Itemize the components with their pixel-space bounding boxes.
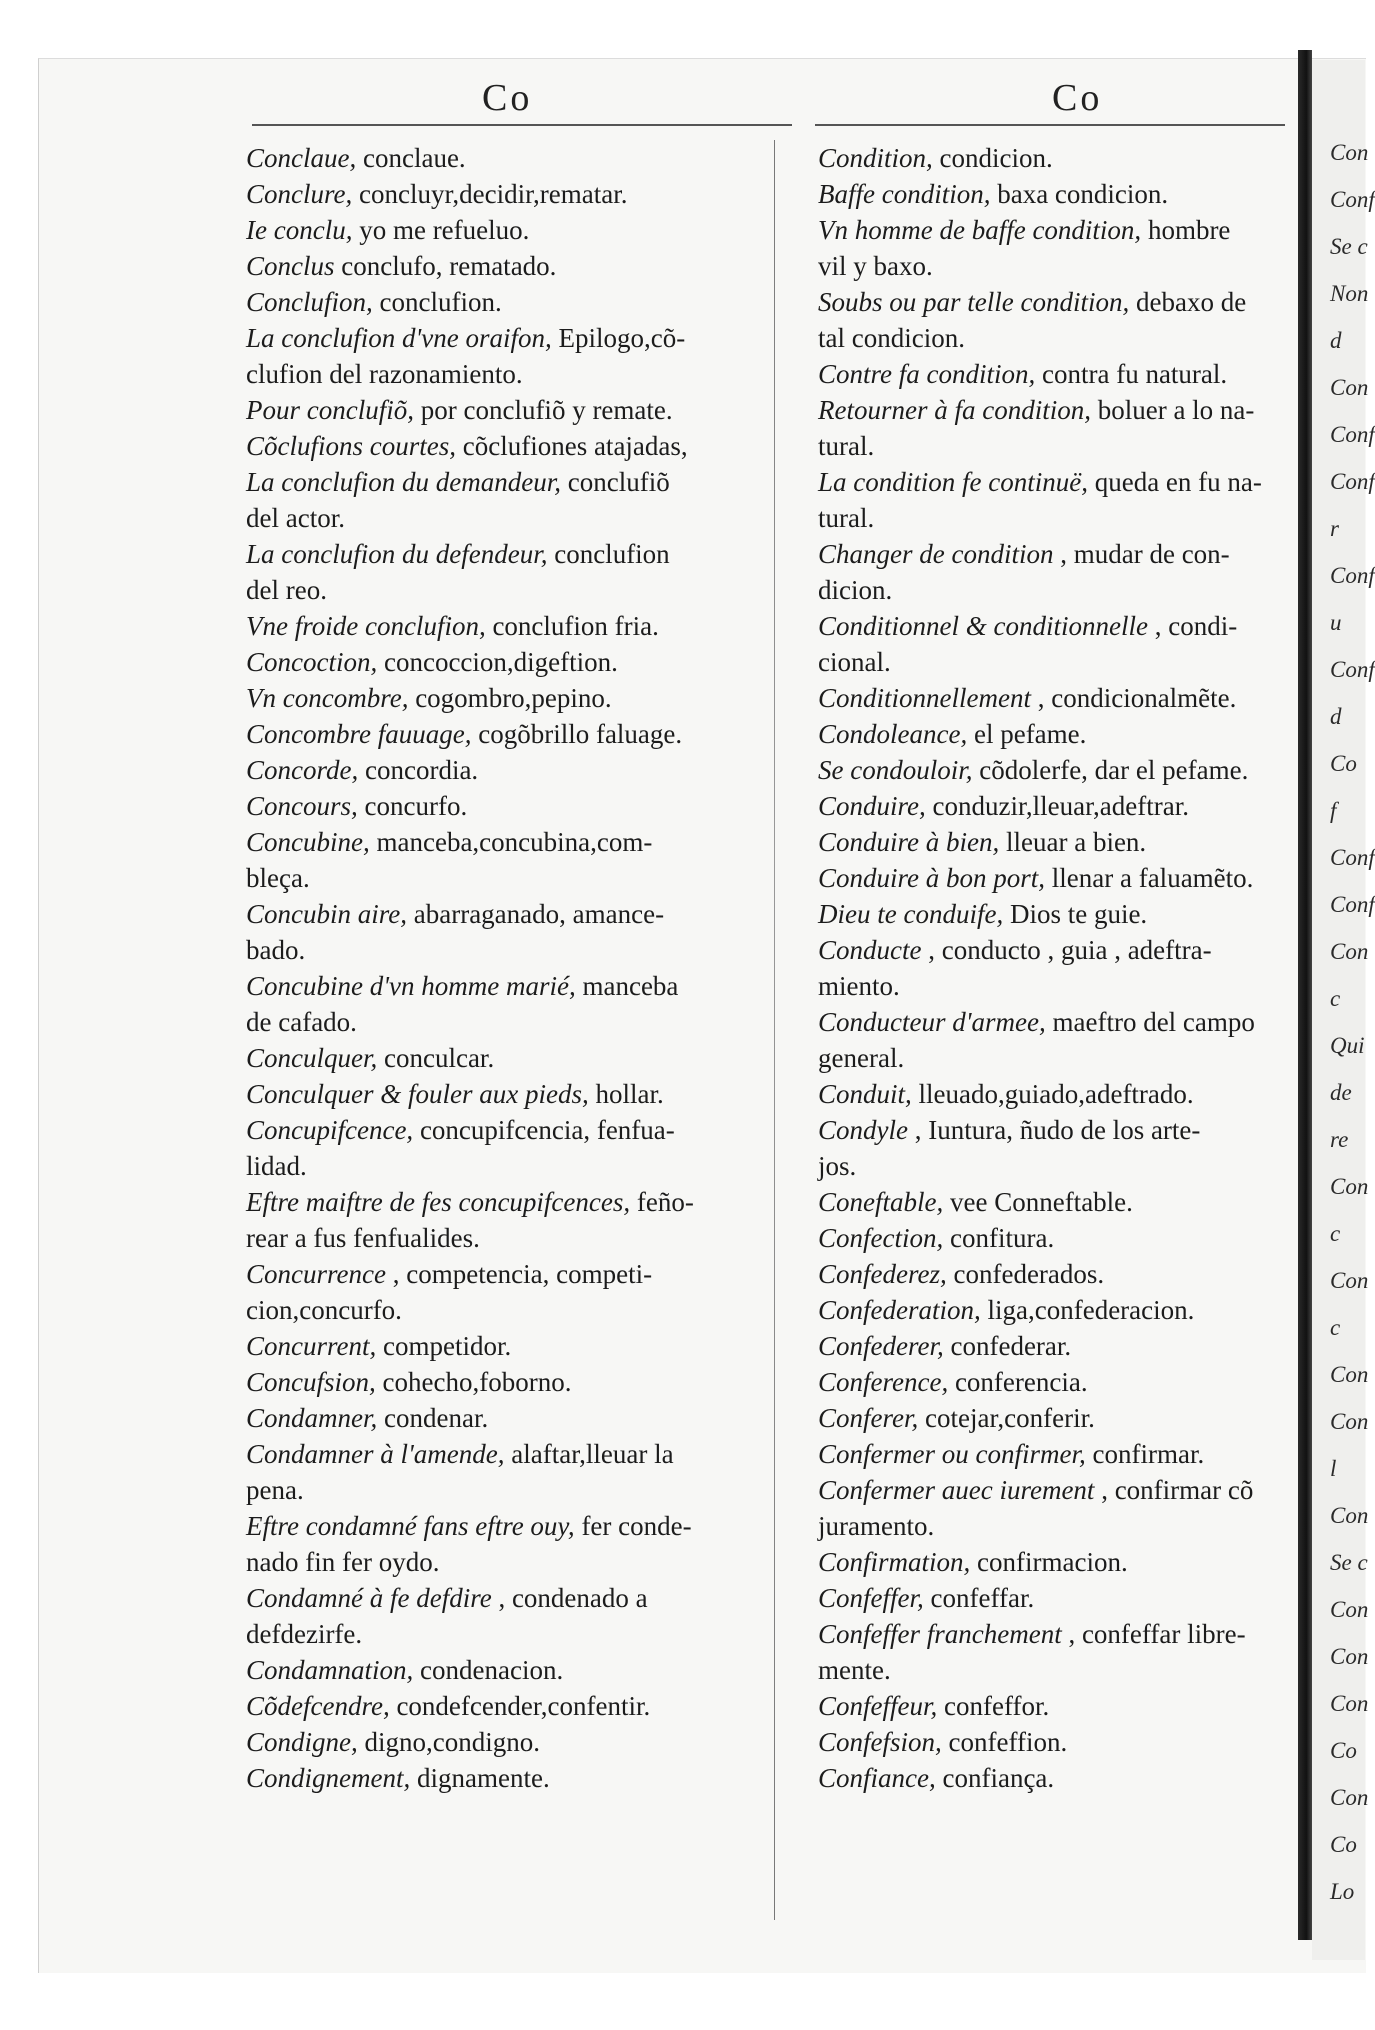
- entry-headword: Conduire,: [818, 791, 926, 821]
- entry-translation: cõdolerfe, dar el pefame.: [979, 755, 1249, 785]
- dictionary-entry: [818, 284, 1298, 356]
- entry-translation: , conducto , guia , adeftra-: [928, 935, 1212, 965]
- entry-translation: conclufion fria.: [492, 611, 659, 641]
- dictionary-entry: [246, 824, 768, 896]
- entry-translation: , condenado a: [498, 1583, 648, 1613]
- dictionary-entry: [246, 1724, 768, 1760]
- entry-headword: Conducte: [818, 935, 922, 965]
- entry-continuation: juramento.: [818, 1511, 935, 1541]
- entry-headword: Eftre condamné fans eftre ouy,: [246, 1511, 575, 1541]
- dictionary-entry: [818, 176, 1298, 212]
- left-running-head: Co: [482, 77, 533, 119]
- entry-translation: confiança.: [942, 1763, 1055, 1793]
- entry-headword: Eftre maiftre de fes concupifcences,: [246, 1187, 631, 1217]
- entry-continuation: cion,concurfo.: [246, 1295, 402, 1325]
- entry-translation: Dios te guie.: [1009, 899, 1148, 929]
- entry-headword: Conduire à bon port,: [818, 863, 1046, 893]
- facing-page-fragment: Conf: [1330, 563, 1375, 588]
- entry-translation: alaftar,lleuar la: [511, 1439, 674, 1469]
- facing-page-fragment: Conf: [1330, 845, 1375, 870]
- entry-translation: lleuar a bien.: [1006, 827, 1147, 857]
- entry-headword: Vn concombre,: [246, 683, 409, 713]
- dictionary-entry: [246, 1652, 768, 1688]
- entry-headword: Condamner,: [246, 1403, 378, 1433]
- entry-headword: Condamnation,: [246, 1655, 414, 1685]
- facing-page-fragment: Se c: [1330, 234, 1368, 259]
- entry-translation: hollar.: [595, 1079, 664, 1109]
- entry-continuation: cional.: [818, 647, 891, 677]
- facing-page-fragment: re: [1330, 1127, 1349, 1152]
- entry-translation: abarraganado, amance-: [413, 899, 665, 929]
- entry-headword: Baffe condition,: [818, 179, 991, 209]
- entry-translation: competidor.: [383, 1331, 512, 1361]
- entry-headword: Conclufion,: [246, 287, 373, 317]
- entry-translation: confeffor.: [944, 1691, 1050, 1721]
- entry-translation: cõclufiones atajadas,: [462, 431, 688, 461]
- dictionary-entry: [818, 608, 1298, 680]
- dictionary-entry: [818, 896, 1298, 932]
- entry-continuation: pena.: [246, 1475, 304, 1505]
- entry-headword: Confederez,: [818, 1259, 947, 1289]
- entry-translation: maeftro del campo: [1052, 1007, 1255, 1037]
- entry-headword: Conditionnellement: [818, 683, 1031, 713]
- dictionary-entry: [818, 788, 1298, 824]
- dictionary-entry: [246, 248, 768, 284]
- entry-translation: el pefame.: [973, 719, 1087, 749]
- dictionary-entry: [246, 968, 768, 1040]
- entry-continuation: dicion.: [818, 575, 893, 605]
- dictionary-entry: [818, 1256, 1298, 1292]
- facing-page-fragment: c: [1330, 986, 1341, 1011]
- entry-translation: , condi-: [1154, 611, 1238, 641]
- entry-continuation: rear a fus fenfualides.: [246, 1223, 480, 1253]
- dictionary-entry: [818, 536, 1298, 608]
- entry-headword: Conference,: [818, 1367, 949, 1397]
- dictionary-entry: [246, 896, 768, 968]
- dictionary-entry: [818, 356, 1298, 392]
- facing-page-fragment: c: [1330, 1315, 1341, 1340]
- entry-translation: feño-: [636, 1187, 694, 1217]
- dictionary-entry: [246, 1112, 768, 1184]
- facing-page-fragment: Con: [1330, 1503, 1369, 1528]
- dictionary-entry: [246, 1760, 768, 1796]
- entry-translation: por conclufiõ y remate.: [420, 395, 673, 425]
- right-column: [818, 140, 1298, 1796]
- facing-page-fragment: Con: [1330, 1362, 1369, 1387]
- entry-translation: concupifcencia, fenfua-: [419, 1115, 675, 1145]
- entry-translation: confirmar.: [1092, 1439, 1205, 1469]
- entry-translation: conclufo, rematado.: [341, 251, 557, 281]
- entry-continuation: tal condicion.: [818, 323, 965, 353]
- entry-translation: manceba,concubina,com-: [376, 827, 653, 857]
- entry-headword: Condoleance,: [818, 719, 968, 749]
- dictionary-entry: [818, 1724, 1298, 1760]
- facing-page-fragment: Lo: [1330, 1879, 1355, 1904]
- entry-headword: La condition fe continuë,: [818, 467, 1088, 497]
- facing-page-fragment: d: [1330, 328, 1342, 353]
- entry-headword: Coneftable,: [818, 1187, 944, 1217]
- left-head-rule: [252, 124, 792, 126]
- dictionary-entry: [246, 716, 768, 752]
- entry-headword: La conclufion d'vne oraifon,: [246, 323, 552, 353]
- entry-headword: Se condouloir,: [818, 755, 973, 785]
- dictionary-entry: [818, 716, 1298, 752]
- entry-headword: Concubin aire,: [246, 899, 407, 929]
- entry-translation: concoccion,digeftion.: [383, 647, 618, 677]
- entry-headword: Confeffer,: [818, 1583, 924, 1613]
- dictionary-entry: [818, 1580, 1298, 1616]
- entry-continuation: jos.: [818, 1151, 857, 1181]
- dictionary-entry: [818, 752, 1298, 788]
- dictionary-entry: [818, 1184, 1298, 1220]
- entry-headword: Concorde,: [246, 755, 359, 785]
- entry-headword: Confederer,: [818, 1331, 944, 1361]
- facing-page-fragment: Conf: [1330, 657, 1375, 682]
- dictionary-entry: [818, 1616, 1298, 1688]
- entry-translation: conclaue.: [362, 143, 466, 173]
- entry-continuation: general.: [818, 1043, 905, 1073]
- entry-translation: concluyr,decidir,rematar.: [358, 179, 628, 209]
- entry-headword: Conclaue,: [246, 143, 357, 173]
- facing-page-fragment: Con: [1330, 1785, 1369, 1810]
- entry-translation: liga,confederacion.: [987, 1295, 1195, 1325]
- entry-headword: Vn homme de baffe condition,: [818, 215, 1142, 245]
- entry-translation: condenar.: [384, 1403, 489, 1433]
- facing-page-fragment: Non: [1330, 281, 1369, 306]
- dictionary-entry: [246, 1076, 768, 1112]
- facing-page-fragment: Conf: [1330, 187, 1375, 212]
- entry-translation: debaxo de: [1135, 287, 1247, 317]
- entry-translation: conclufiõ: [567, 467, 670, 497]
- entry-translation: condenacion.: [420, 1655, 564, 1685]
- dictionary-entry: [246, 1688, 768, 1724]
- left-column: [246, 140, 768, 1796]
- entry-headword: Cõclufions courtes,: [246, 431, 456, 461]
- dictionary-entry: [818, 1544, 1298, 1580]
- entry-translation: digno,condigno.: [364, 1727, 540, 1757]
- entry-continuation: vil y baxo.: [818, 251, 933, 281]
- facing-page-edge: [1312, 60, 1375, 1960]
- entry-continuation: miento.: [818, 971, 900, 1001]
- dictionary-entry: [818, 1292, 1298, 1328]
- entry-continuation: mente.: [818, 1655, 891, 1685]
- dictionary-entry: [246, 1508, 768, 1580]
- entry-headword: Soubs ou par telle condition,: [818, 287, 1130, 317]
- entry-translation: , Iuntura, ñudo de los arte-: [914, 1115, 1201, 1145]
- facing-page-fragment: f: [1330, 798, 1337, 823]
- entry-headword: Condignement,: [246, 1763, 411, 1793]
- dictionary-entry: [246, 1580, 768, 1652]
- dictionary-entry: [818, 1004, 1298, 1076]
- facing-page-fragment: Con: [1330, 375, 1369, 400]
- dictionary-entry: [818, 1760, 1298, 1796]
- dictionary-entry: [818, 860, 1298, 896]
- entry-headword: Concubine,: [246, 827, 370, 857]
- entry-translation: cohecho,foborno.: [382, 1367, 572, 1397]
- facing-page-fragment: l: [1330, 1456, 1337, 1481]
- entry-headword: Contre fa condition,: [818, 359, 1036, 389]
- entry-continuation: bleça.: [246, 863, 310, 893]
- dictionary-entry: [246, 1184, 768, 1256]
- entry-translation: conculcar.: [384, 1043, 495, 1073]
- entry-translation: concordia.: [364, 755, 479, 785]
- entry-translation: confeffion.: [948, 1727, 1068, 1757]
- entry-headword: Conferer,: [818, 1403, 919, 1433]
- entry-translation: cogombro,pepino.: [415, 683, 612, 713]
- entry-headword: Concours,: [246, 791, 358, 821]
- facing-page-fragment: de: [1330, 1080, 1352, 1105]
- entry-headword: Changer de condition: [818, 539, 1054, 569]
- dictionary-entry: [246, 1436, 768, 1508]
- facing-page-fragment: Con: [1330, 1597, 1369, 1622]
- entry-translation: cogõbrillo faluage.: [478, 719, 683, 749]
- facing-page-fragment: Conf: [1330, 422, 1375, 447]
- dictionary-entry: [818, 392, 1298, 464]
- entry-headword: Confeffeur,: [818, 1691, 938, 1721]
- dictionary-entry: [818, 1220, 1298, 1256]
- entry-headword: La conclufion du demandeur,: [246, 467, 561, 497]
- entry-headword: Conclure,: [246, 179, 353, 209]
- entry-translation: , competencia, competi-: [392, 1259, 653, 1289]
- dictionary-entry: [246, 392, 768, 428]
- facing-page-fragment: r: [1330, 516, 1339, 541]
- entry-translation: conferencia.: [954, 1367, 1088, 1397]
- entry-translation: fer conde-: [581, 1511, 692, 1541]
- facing-page-fragment: Con: [1330, 1409, 1369, 1434]
- dictionary-entry: [818, 1688, 1298, 1724]
- entry-translation: llenar a faluamẽto.: [1051, 863, 1254, 893]
- entry-translation: , confirmar cõ: [1101, 1475, 1254, 1505]
- entry-headword: Conclus: [246, 251, 335, 281]
- entry-translation: confitura.: [949, 1223, 1055, 1253]
- dictionary-entry: [246, 752, 768, 788]
- entry-headword: Retourner à fa condition,: [818, 395, 1091, 425]
- entry-translation: boluer a lo na-: [1097, 395, 1255, 425]
- entry-translation: conduzir,lleuar,adeftrar.: [932, 791, 1189, 821]
- entry-translation: confederados.: [953, 1259, 1105, 1289]
- entry-headword: Dieu te conduife,: [818, 899, 1004, 929]
- entry-continuation: tural.: [818, 503, 875, 533]
- entry-headword: Conculquer,: [246, 1043, 378, 1073]
- entry-headword: Concubine d'vn homme marié,: [246, 971, 576, 1001]
- entry-continuation: nado fin fer oydo.: [246, 1547, 440, 1577]
- dictionary-entry: [246, 176, 768, 212]
- entry-continuation: del reo.: [246, 575, 327, 605]
- entry-headword: La conclufion du defendeur,: [246, 539, 548, 569]
- entry-translation: baxa condicion.: [997, 179, 1169, 209]
- dictionary-entry: [818, 464, 1298, 536]
- entry-continuation: tural.: [818, 431, 875, 461]
- entry-headword: Ie conclu,: [246, 215, 353, 245]
- dictionary-entry: [246, 644, 768, 680]
- dictionary-entry: [818, 1472, 1298, 1544]
- entry-headword: Condition,: [818, 143, 933, 173]
- entry-translation: dignamente.: [416, 1763, 550, 1793]
- entry-translation: queda en fu na-: [1094, 467, 1262, 497]
- entry-translation: vee Conneftable.: [949, 1187, 1133, 1217]
- dictionary-entry: [818, 680, 1298, 716]
- entry-headword: Confefsion,: [818, 1727, 942, 1757]
- dictionary-entry: [246, 680, 768, 716]
- entry-headword: Confederation,: [818, 1295, 981, 1325]
- entry-translation: manceba: [582, 971, 679, 1001]
- entry-translation: , mudar de con-: [1060, 539, 1230, 569]
- dictionary-entry: [246, 1256, 768, 1328]
- entry-headword: Conduire à bien,: [818, 827, 1000, 857]
- entry-translation: concurfo.: [364, 791, 468, 821]
- facing-page-fragment: Con: [1330, 939, 1369, 964]
- entry-headword: Confermer auec iurement: [818, 1475, 1095, 1505]
- entry-headword: Concupifcence,: [246, 1115, 414, 1145]
- entry-translation: yo me refueluo.: [359, 215, 530, 245]
- dictionary-entry: [818, 1328, 1298, 1364]
- entry-headword: Cõdefcendre,: [246, 1691, 390, 1721]
- entry-translation: conclufion: [554, 539, 670, 569]
- column-divider: [774, 140, 775, 1920]
- entry-headword: Condyle: [818, 1115, 908, 1145]
- dictionary-entry: [818, 824, 1298, 860]
- entry-headword: Concufsion,: [246, 1367, 376, 1397]
- entry-translation: , confeffar libre-: [1068, 1619, 1246, 1649]
- dictionary-entry: [246, 140, 768, 176]
- entry-headword: Condamner à l'amende,: [246, 1439, 505, 1469]
- entry-headword: Pour conclufiõ,: [246, 395, 414, 425]
- facing-page-fragment: Se c: [1330, 1550, 1368, 1575]
- dictionary-entry: [246, 608, 768, 644]
- entry-headword: Condamné à fe defdire: [246, 1583, 492, 1613]
- facing-page-fragment: Con: [1330, 1644, 1369, 1669]
- right-head-rule: [815, 124, 1285, 126]
- facing-page-fragment: c: [1330, 1221, 1341, 1246]
- dictionary-entry: [818, 1436, 1298, 1472]
- entry-headword: Condigne,: [246, 1727, 358, 1757]
- facing-page-fragment: Co: [1330, 1832, 1357, 1857]
- facing-page-fragment: d: [1330, 704, 1342, 729]
- entry-headword: Confection,: [818, 1223, 944, 1253]
- entry-headword: Conduit,: [818, 1079, 912, 1109]
- dictionary-entry: [818, 212, 1298, 284]
- entry-translation: contra fu natural.: [1042, 359, 1228, 389]
- dictionary-entry: [246, 1400, 768, 1436]
- facing-page-fragment: Co: [1330, 1738, 1357, 1763]
- right-running-head: Co: [1052, 77, 1103, 119]
- entry-continuation: defdezirfe.: [246, 1619, 363, 1649]
- entry-translation: conclufion.: [379, 287, 502, 317]
- book-gutter: [1298, 50, 1312, 1940]
- entry-headword: Conculquer & fouler aux pieds,: [246, 1079, 589, 1109]
- dictionary-entry: [246, 536, 768, 608]
- entry-headword: Confermer ou confirmer,: [818, 1439, 1086, 1469]
- entry-headword: Confiance,: [818, 1763, 936, 1793]
- entry-translation: confirmacion.: [977, 1547, 1128, 1577]
- facing-page-fragment: Qui: [1330, 1033, 1365, 1058]
- entry-translation: confederar.: [950, 1331, 1072, 1361]
- entry-translation: condicion.: [939, 143, 1053, 173]
- entry-continuation: de cafado.: [246, 1007, 357, 1037]
- facing-page-fragment: Co: [1330, 751, 1357, 776]
- dictionary-entry: [246, 1328, 768, 1364]
- entry-translation: hombre: [1147, 215, 1231, 245]
- entry-headword: Conducteur d'armee,: [818, 1007, 1046, 1037]
- entry-headword: Concurrence: [246, 1259, 386, 1289]
- entry-translation: , condicionalmẽte.: [1037, 683, 1237, 713]
- entry-headword: Concombre fauuage,: [246, 719, 472, 749]
- entry-continuation: lidad.: [246, 1151, 307, 1181]
- dictionary-entry: [246, 1040, 768, 1076]
- dictionary-entry: [246, 788, 768, 824]
- dictionary-entry: [246, 428, 768, 464]
- entry-continuation: del actor.: [246, 503, 345, 533]
- facing-page-fragment: Conf: [1330, 469, 1375, 494]
- entry-headword: Conditionnel & conditionnelle: [818, 611, 1148, 641]
- facing-page-fragment: Con: [1330, 1174, 1369, 1199]
- dictionary-entry: [246, 320, 768, 392]
- dictionary-entry: [246, 464, 768, 536]
- facing-page-fragment: Con: [1330, 1691, 1369, 1716]
- entry-translation: condefcender,confentir.: [396, 1691, 651, 1721]
- facing-page-fragment: u: [1330, 610, 1342, 635]
- entry-headword: Concoction,: [246, 647, 378, 677]
- facing-page-fragment: Conf: [1330, 892, 1375, 917]
- entry-continuation: clufion del razonamiento.: [246, 359, 523, 389]
- entry-translation: lleuado,guiado,adeftrado.: [918, 1079, 1194, 1109]
- dictionary-entry: [246, 212, 768, 248]
- facing-page-fragment: Con: [1330, 140, 1369, 165]
- dictionary-entry: [818, 1112, 1298, 1184]
- dictionary-entry: [818, 140, 1298, 176]
- dictionary-entry: [818, 1364, 1298, 1400]
- entry-continuation: bado.: [246, 935, 306, 965]
- dictionary-entry: [818, 932, 1298, 1004]
- dictionary-entry: [246, 284, 768, 320]
- facing-page-fragment: Con: [1330, 1268, 1369, 1293]
- entry-headword: Confirmation,: [818, 1547, 971, 1577]
- entry-translation: cotejar,conferir.: [925, 1403, 1095, 1433]
- entry-headword: Vne froide conclufion,: [246, 611, 486, 641]
- entry-headword: Concurrent,: [246, 1331, 377, 1361]
- entry-translation: Epilogo,cõ-: [558, 323, 686, 353]
- entry-translation: confeffar.: [930, 1583, 1035, 1613]
- dictionary-entry: [246, 1364, 768, 1400]
- dictionary-entry: [818, 1400, 1298, 1436]
- entry-headword: Confeffer franchement: [818, 1619, 1062, 1649]
- dictionary-entry: [818, 1076, 1298, 1112]
